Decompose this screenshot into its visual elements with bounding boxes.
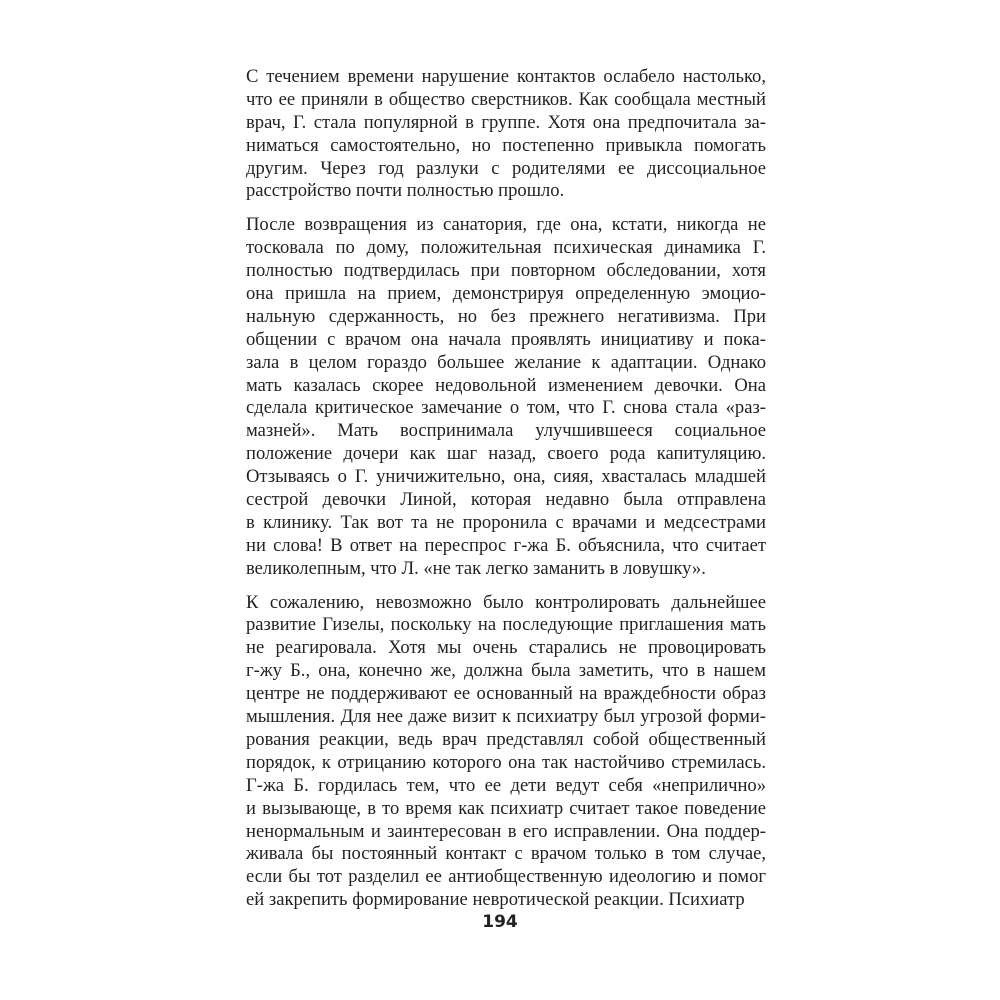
- text-line: ненормальным и заинтересован в его исправлении. Она поддер-: [246, 820, 766, 842]
- text-line: порядок, к отрицанию которого она так настойчиво стремилась.: [246, 751, 766, 773]
- text-line: рования реакции, ведь врач представлял собой общественный: [246, 728, 766, 750]
- text-line: она пришла на прием, демонстрируя определенную эмоцио-: [246, 283, 766, 305]
- text-line: тосковала по дому, положительная психическая динамика Г.: [246, 237, 766, 259]
- text-line: К сожалению, невозможно было контролировать дальнейшее: [246, 591, 766, 613]
- text-line: полностью подтвердилась при повторном обследовании, хотя: [246, 260, 766, 282]
- page-number: 194: [482, 912, 518, 932]
- text-line: сестрой девочки Линой, которая недавно была отправлена: [246, 489, 766, 511]
- text-line: и вызывающе, в то время как психиатр считает такое поведение: [246, 797, 766, 819]
- text-line: общении с врачом она начала проявлять инициативу и пока-: [246, 328, 766, 350]
- text-line: зала в целом гораздо большее желание к адаптации. Однако: [246, 351, 766, 373]
- text-line: развитие Гизелы, поскольку на последующие приглашения мать: [246, 614, 766, 636]
- text-line: центре не поддерживают ее основанный на враждебности образ: [246, 683, 766, 705]
- text-line: если бы тот разделил ее антиобщественную идеологию и помог: [246, 866, 766, 888]
- text-line: великолепным, что Л. «не так легко заманить в ловушку».: [246, 557, 706, 579]
- paragraph: [246, 66, 766, 203]
- text-line: мать казалась скорее недовольной изменением девочки. Она: [246, 374, 766, 396]
- paragraph: [246, 592, 766, 912]
- text-line: живала бы постоянный контакт с врачом только в том случае,: [246, 843, 766, 865]
- text-line: С течением времени нарушение контактов ослабело настолько,: [246, 66, 766, 87]
- text-line: другим. Через год разлуки с родителями ее диссоциальное: [246, 157, 766, 179]
- text-line: После возвращения из санатория, где она, кстати, никогда не: [246, 214, 766, 236]
- text-line: г-жу Б., она, конечно же, должна была заметить, что в нашем: [246, 660, 766, 682]
- text-line: мазней». Мать воспринимала улучшившееся социальное: [246, 420, 766, 442]
- text-line: ни слова! В ответ на переспрос г-жа Б. объяснила, что считает: [246, 534, 766, 556]
- text-line: Г-жа Б. гордилась тем, что ее дети ведут себя «неприлично»: [246, 774, 766, 796]
- text-line: Отзываясь о Г. уничижительно, она, сияя, хвасталась младшей: [246, 466, 766, 488]
- text-line: не реагировала. Хотя мы очень старались не провоцировать: [246, 637, 766, 659]
- text-line: ей закрепить формирование невротической реакции. Психиатр: [246, 889, 745, 911]
- body-text: [246, 66, 766, 923]
- text-line: сделала критическое замечание о том, что Г. снова стала «раз-: [246, 397, 766, 419]
- text-line: расстройство почти полностью прошло.: [246, 180, 565, 202]
- text-line: ниматься самостоятельно, но постепенно привыкла помогать: [246, 134, 766, 156]
- text-line: положение дочери как шаг назад, своего рода капитуляцию.: [246, 443, 766, 465]
- text-line: мышления. Для нее даже визит к психиатру был угрозой форми-: [246, 706, 766, 728]
- text-line: в клинику. Так вот та не проронила с врачами и медсестрами: [246, 511, 766, 533]
- text-line: что ее приняли в общество сверстников. Как сообщала местный: [246, 88, 766, 110]
- text-line: нальную сдержанность, но без прежнего негативизма. При: [246, 305, 766, 327]
- text-line: врач, Г. стала популярной в группе. Хотя она предпочитала за-: [246, 111, 766, 133]
- paragraph: [246, 214, 766, 580]
